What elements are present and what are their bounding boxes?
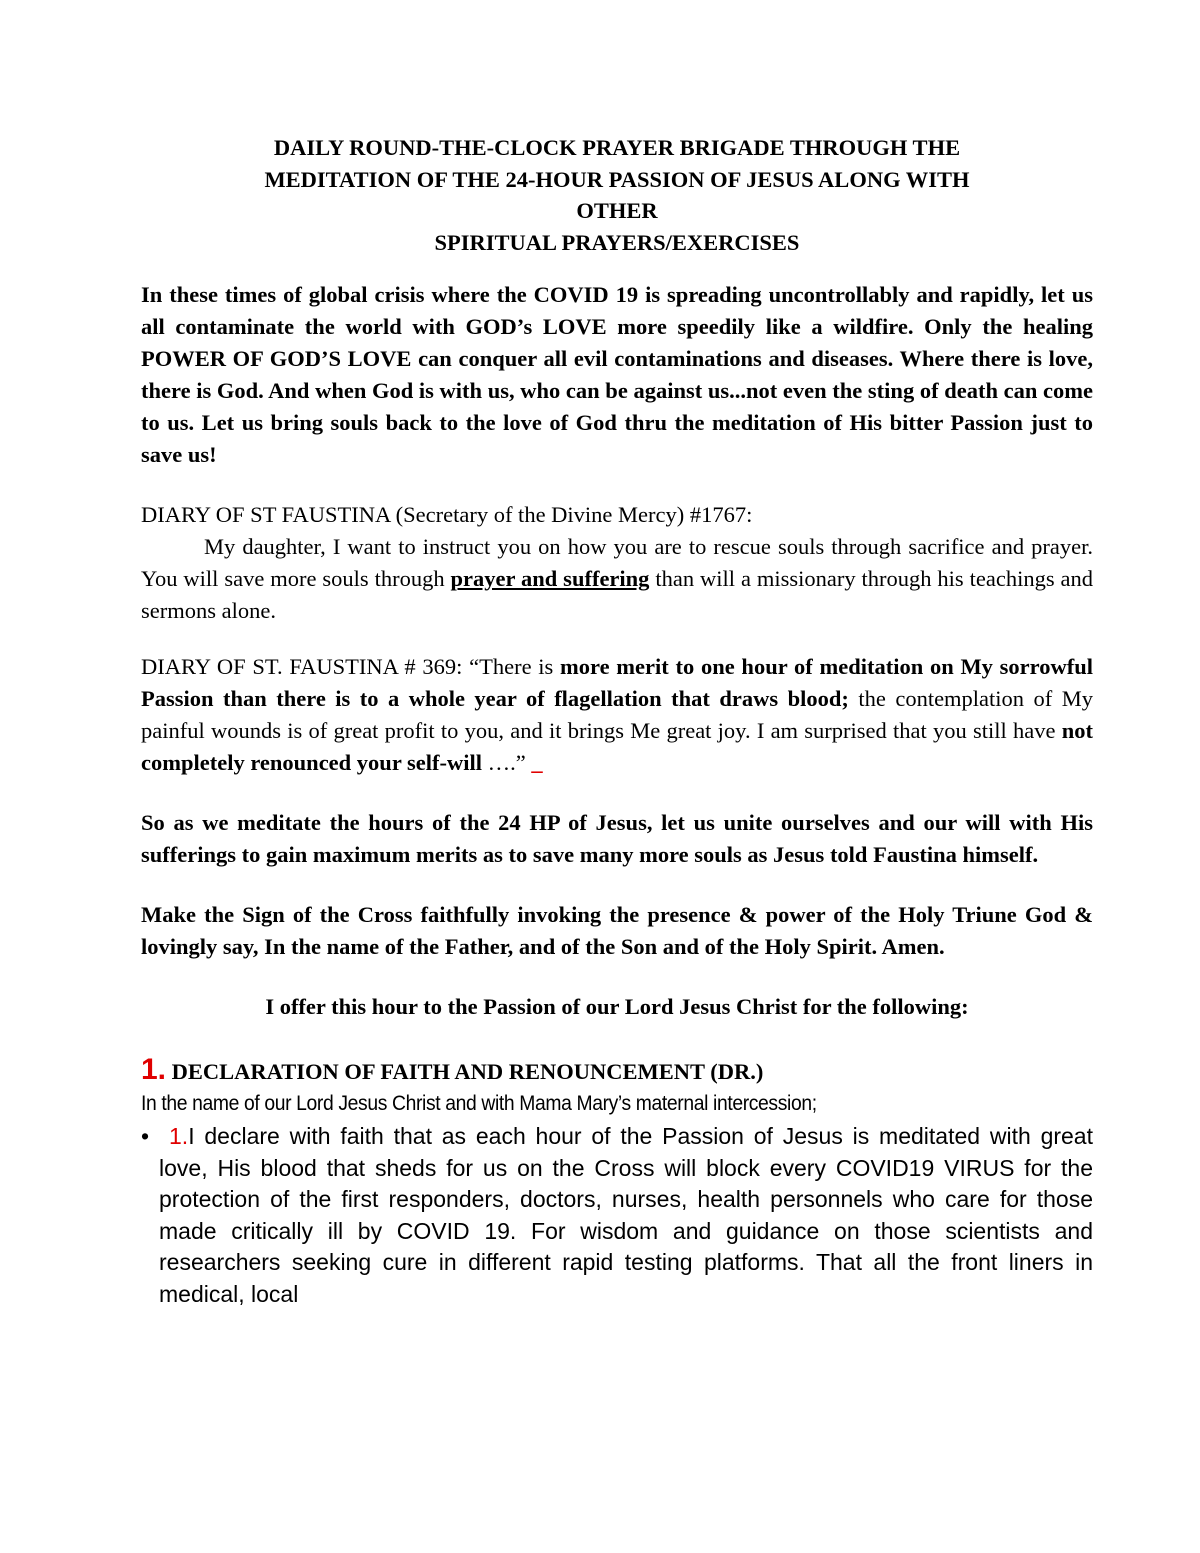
section-1-item-1 <box>141 1121 1093 1310</box>
bullet-icon: • <box>141 1123 150 1149</box>
diary-369-bold-a: more merit to one hour of meditation on My sorrowful Passion than there is to a whole year of flagellation that draws blood; <box>141 654 1093 711</box>
diary-369-tail: ….” <box>482 750 532 775</box>
diary-369-lead: DIARY OF ST. FAUSTINA # 369: “There is <box>141 654 561 679</box>
document-title <box>141 132 1093 258</box>
diary-369-bold-b: not completely renounced your self-will <box>141 718 1093 775</box>
title-line-2: MEDITATION OF THE 24-HOUR PASSION OF JESUS ALONG WITH <box>264 166 970 192</box>
sign-of-cross-paragraph: Make the Sign of the Cross faithfully invoking the presence & power of the Holy Triune God & lovingly say, In the name of the Father, and of the Son and of the Holy Spirit. Amen. <box>141 902 1093 959</box>
title-line-4: SPIRITUAL PRAYERS/EXERCISES <box>434 229 800 255</box>
title-line-1: DAILY ROUND-THE-CLOCK PRAYER BRIGADE THROUGH THE <box>273 135 961 160</box>
section-1-title: DECLARATION OF FAITH AND RENOUNCEMENT (DR.) <box>171 1059 764 1084</box>
diary-1767-quote <box>141 531 1093 627</box>
intro-paragraph: In these times of global crisis where the COVID 19 is spreading uncontrollably and rapidly, let us all contaminate the world with GOD’s LOVE more speedily like a wildfire. Only the healing POWER OF GOD’S LOVE can conquer all evil contaminations and diseases. Where there is love, there is God. And when God is with us, who can be against us...not even the sting of death can come to us. Let us bring souls back to the love of God thru the meditation of His bitter Passion just to save us! <box>141 282 1093 467</box>
diary-369-red-mark: _ <box>531 750 543 775</box>
section-1-intro: In the name of our Lord Jesus Christ and with Mama Mary’s maternal intercession; <box>141 1092 817 1115</box>
section-1-heading <box>141 1053 1093 1089</box>
diary-369-mid: the contemplation of My painful wounds is of great profit to you, and it brings Me great joy. I am surprised that you still have <box>141 686 1093 743</box>
meditate-paragraph: So as we meditate the hours of the 24 HP of Jesus, let us unite ourselves and our will with His sufferings to gain maximum merits as to save many more souls as Jesus told Faustina himself. <box>141 810 1093 867</box>
item-number: 1. <box>169 1123 189 1149</box>
diary-1767-text-a: My daughter, I want to instruct you on how you are to rescue souls through sacrifice and prayer. You will save more souls through <box>141 534 1093 591</box>
item-text: I declare with faith that as each hour of the Passion of Jesus is meditated with great love, His blood that sheds for us on the Cross will block every COVID19 VIRUS for the protection of the first responders, doctors, nurses, health personnels who care for those made critically ill by COVID 19. For wisdom and guidance on those scientists and researchers seeking cure in different rapid testing platforms. That all the front liners in medical, local <box>159 1123 1093 1307</box>
diary-1767-underlined: prayer and suffering <box>450 566 650 591</box>
title-line-3: OTHER <box>576 198 658 223</box>
diary-1767-heading: DIARY OF ST FAUSTINA (Secretary of the Divine Mercy) #1767: <box>141 502 753 527</box>
diary-369-paragraph <box>141 651 1093 779</box>
diary-1767-text-b: than will a missionary through his teachings and sermons alone. <box>141 566 1093 623</box>
section-1-number: 1. <box>141 1053 167 1086</box>
diary-1767-block <box>141 499 1093 627</box>
document-page <box>141 132 1093 1310</box>
offer-line: I offer this hour to the Passion of our Lord Jesus Christ for the following: <box>265 994 969 1019</box>
